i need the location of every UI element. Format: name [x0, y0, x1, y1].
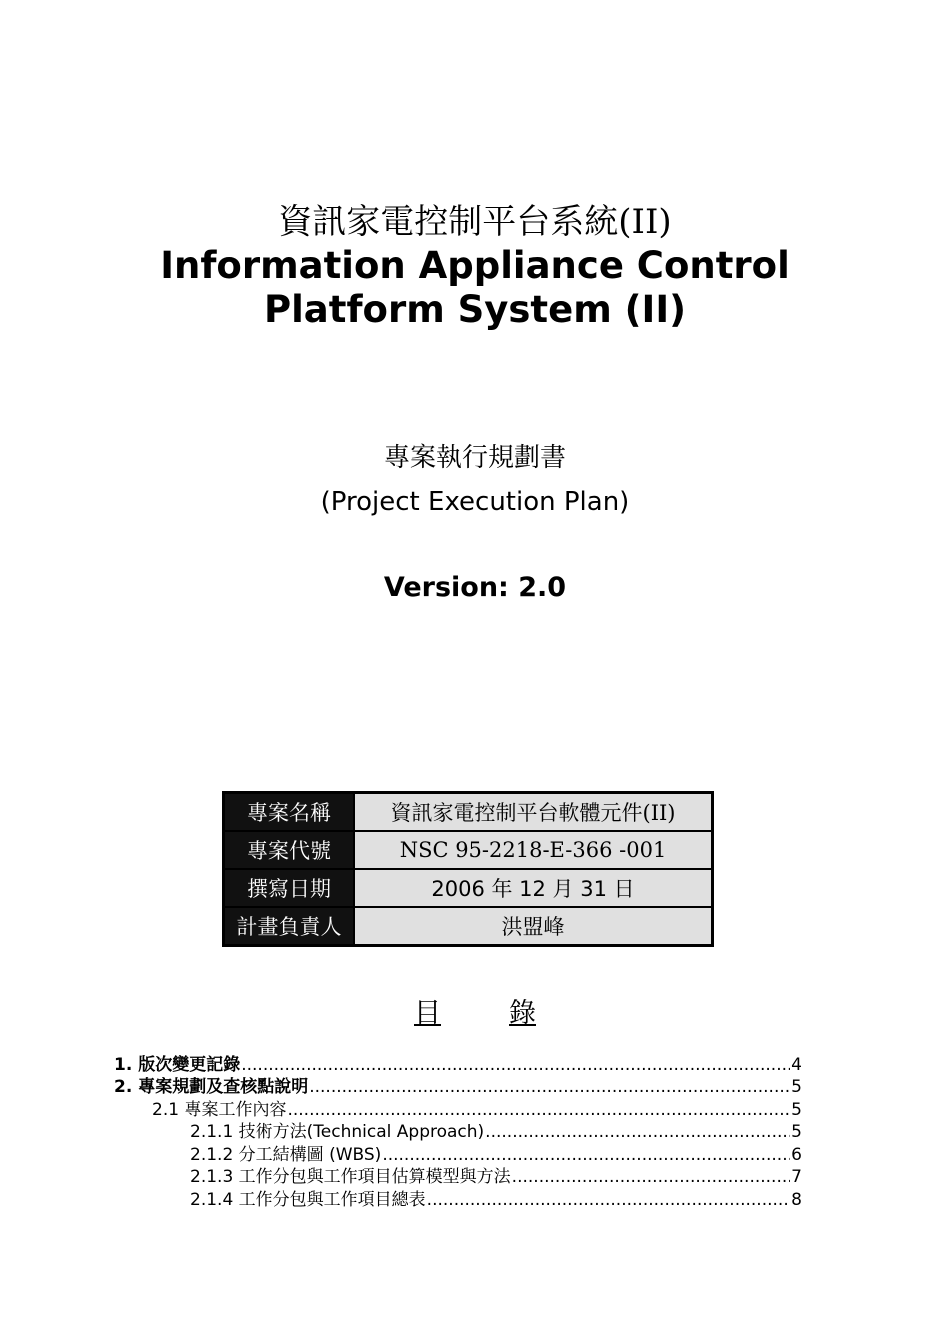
toc-entry-page: 8 — [791, 1190, 802, 1210]
toc-entry-label: 版次變更記錄 — [138, 1055, 241, 1075]
toc-entry-page: 5 — [791, 1122, 802, 1142]
date-value: 2006 年 12 月 31 日 — [354, 869, 713, 907]
project-lead-label: 計畫負責人 — [224, 907, 355, 946]
toc-entry-number: 2.1.3 — [190, 1167, 239, 1187]
toc-title — [414, 996, 536, 1032]
toc-entry[interactable] — [190, 1189, 802, 1211]
toc-leader-dots — [241, 1054, 790, 1076]
project-name-label: 專案名稱 — [224, 793, 355, 832]
project-lead-value: 洪盟峰 — [354, 907, 713, 946]
toc-entry-label: 分工結構圖 (WBS) — [238, 1145, 382, 1165]
toc-entry[interactable] — [152, 1099, 802, 1121]
toc-entry-number: 2.1 — [152, 1100, 185, 1120]
toc-entry-label: 工作分包與工作項目估算模型與方法 — [238, 1167, 511, 1187]
project-info-table — [222, 791, 714, 947]
toc-entry[interactable] — [190, 1144, 802, 1166]
toc-entry-number: 1. — [114, 1055, 139, 1075]
toc-entry[interactable] — [190, 1166, 802, 1188]
table-row — [224, 831, 713, 869]
toc-entry[interactable] — [114, 1054, 802, 1076]
toc-entry-label: 專案工作內容 — [184, 1100, 287, 1120]
toc-leader-dots — [512, 1166, 791, 1188]
toc-entry-page: 6 — [791, 1145, 802, 1165]
toc-leader-dots — [309, 1076, 790, 1098]
toc-leader-dots — [485, 1121, 790, 1143]
toc-entry-number: 2.1.4 — [190, 1190, 239, 1210]
subtitle-chinese: 專案執行規劃書 — [383, 443, 566, 473]
toc-entry-page: 5 — [791, 1100, 802, 1120]
toc-leader-dots — [382, 1144, 790, 1166]
table-row — [224, 907, 713, 946]
toc-entry-page: 5 — [791, 1077, 802, 1097]
project-name-value: 資訊家電控制平台軟體元件(II) — [354, 793, 713, 832]
toc-leader-dots — [287, 1099, 790, 1121]
toc-entry-page: 4 — [791, 1055, 802, 1075]
title-english — [0, 244, 950, 332]
toc-entry-page: 7 — [791, 1167, 802, 1187]
table-row — [224, 793, 713, 832]
subtitle-english: (Project Execution Plan) — [320, 487, 630, 517]
toc-title-char-1: 目 — [414, 998, 441, 1029]
toc-entry-number: 2.1.1 — [190, 1122, 239, 1142]
toc-entry-label: 技術方法(Technical Approach) — [238, 1122, 485, 1142]
toc-entry-number: 2.1.2 — [190, 1145, 239, 1165]
title-english-line1: Information Appliance Control — [160, 244, 790, 287]
project-code-value: NSC 95-2218-E-366 -001 — [354, 831, 713, 869]
toc-leader-dots — [427, 1189, 791, 1211]
toc-entry-number: 2. — [114, 1077, 139, 1097]
title-chinese: 資訊家電控制平台系統(II) — [278, 202, 672, 242]
date-label: 撰寫日期 — [224, 869, 355, 907]
version-label: Version: 2.0 — [383, 572, 567, 603]
toc-entry[interactable] — [190, 1121, 802, 1143]
project-code-label: 專案代號 — [224, 831, 355, 869]
toc-entry[interactable] — [114, 1076, 802, 1098]
toc-title-char-2: 錄 — [509, 998, 536, 1029]
toc-entry-label: 專案規劃及查核點說明 — [138, 1077, 309, 1097]
title-english-line2: Platform System (II) — [263, 288, 686, 331]
toc-entry-label: 工作分包與工作項目總表 — [238, 1190, 426, 1210]
table-row — [224, 869, 713, 907]
